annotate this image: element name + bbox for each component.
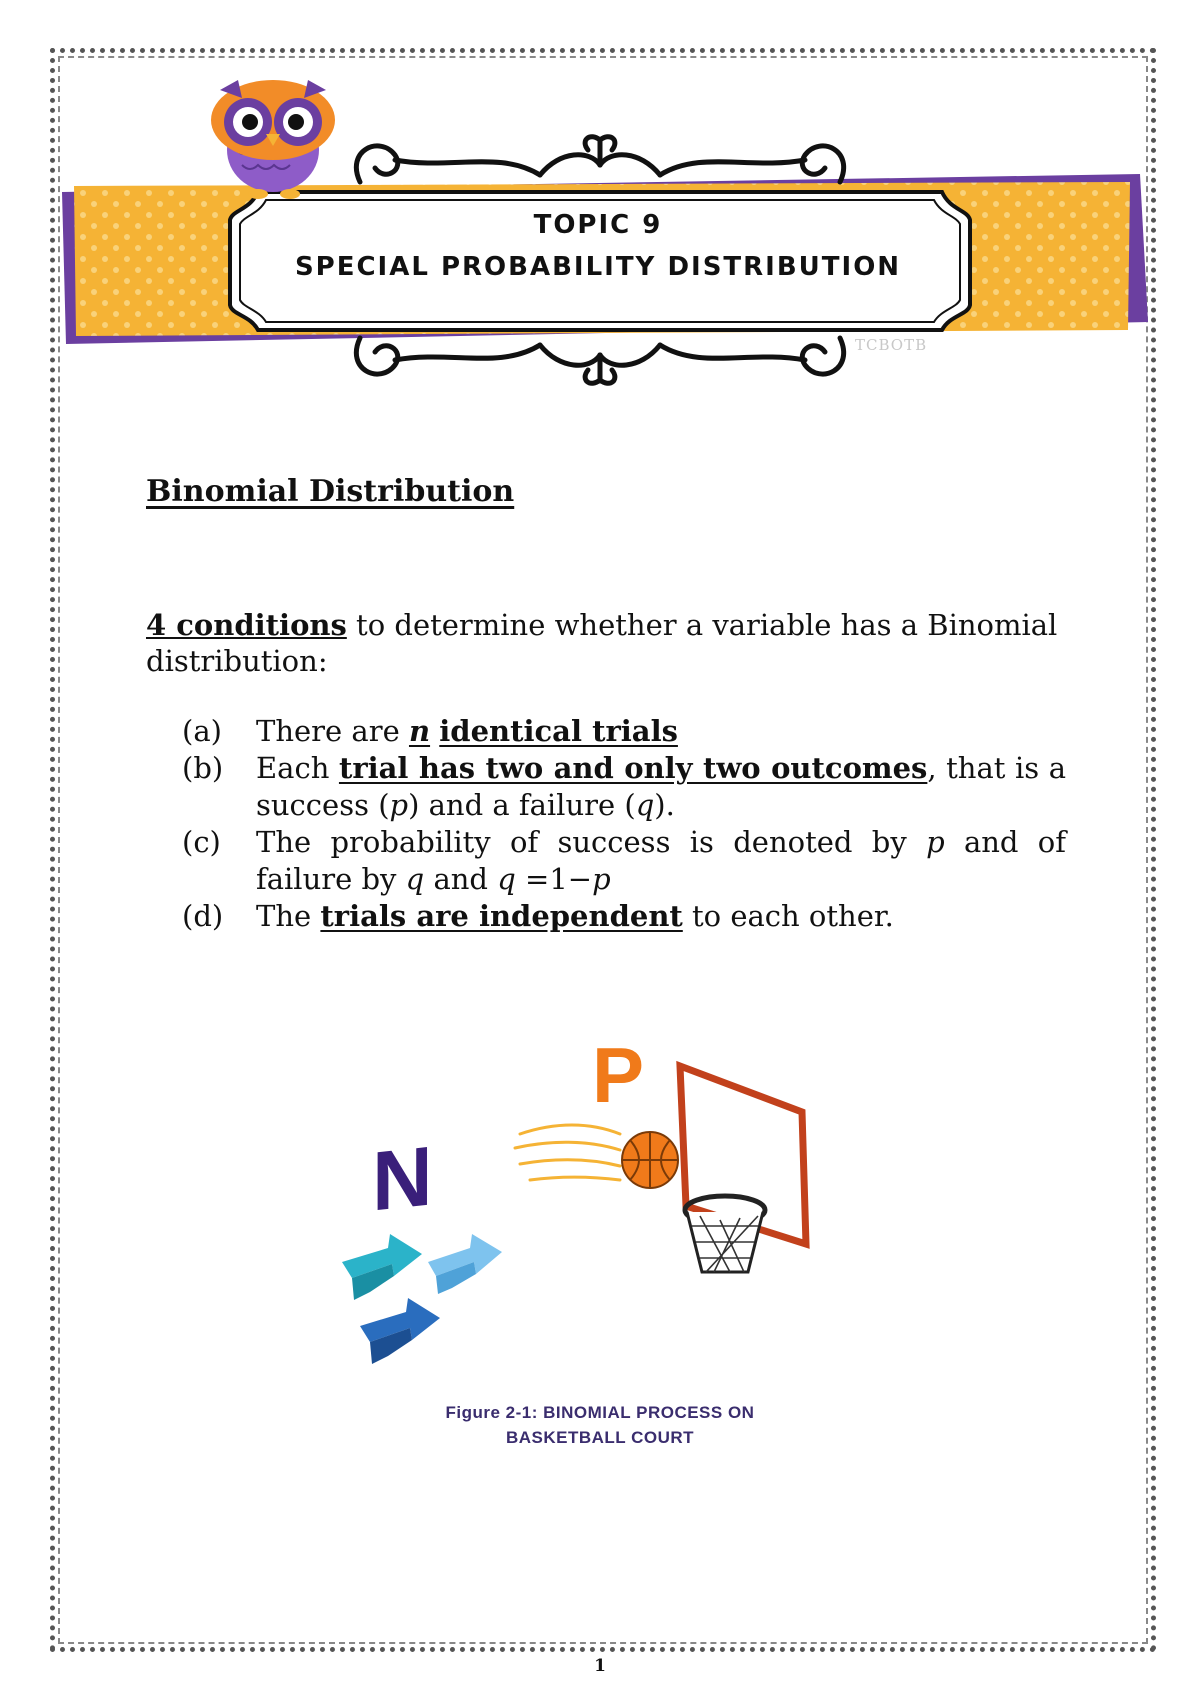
watermark: TCBOTB [855, 336, 928, 354]
var-p: p [389, 788, 409, 822]
condition-text: and of failure by [256, 825, 1066, 896]
var-q: q [635, 788, 655, 822]
motion-lines [515, 1125, 620, 1180]
condition-strong: trial has two and only two outcomes [338, 751, 928, 785]
condition-a [182, 713, 1066, 750]
condition-b [182, 750, 1066, 824]
content [146, 474, 1066, 935]
condition-strong: identical trials [439, 714, 678, 748]
condition-d [182, 898, 1066, 935]
ornament-bottom [356, 338, 843, 383]
condition-text: The [256, 899, 321, 933]
caption-line2: BASKETBALL COURT [505, 1428, 695, 1447]
figure-graphic [330, 1030, 870, 1380]
formula-p: p [592, 862, 611, 896]
condition-text: ) and a failure ( [408, 788, 636, 822]
intro-strong: 4 conditions [146, 608, 347, 642]
owl-icon [211, 80, 335, 199]
condition-text: Each [256, 751, 339, 785]
page-number: 1 [594, 1656, 606, 1676]
ornament-top [356, 137, 843, 182]
var-p: p [926, 825, 945, 859]
condition-label: (b) [182, 751, 224, 785]
banner-graphic [0, 0, 1200, 400]
banner-title [228, 204, 968, 288]
hoop-icon [680, 1066, 806, 1272]
figure-caption [380, 1400, 820, 1450]
condition-label: (c) [182, 825, 221, 859]
arrow-icon [342, 1234, 502, 1364]
binomial-figure [330, 1030, 870, 1380]
intro-paragraph [146, 607, 1066, 679]
section-heading: Binomial Distribution [146, 474, 515, 509]
condition-label: (d) [182, 899, 224, 933]
condition-text: to each other. [682, 899, 894, 933]
var-n: n [408, 714, 431, 748]
condition-text: There are [256, 714, 409, 748]
condition-text: and [424, 862, 498, 896]
condition-text: , that is a success ( [256, 751, 1066, 822]
formula-q: q [497, 862, 516, 896]
topic-banner [0, 0, 1200, 400]
condition-label: (a) [182, 714, 222, 748]
formula-rest: =1− [515, 862, 593, 896]
condition-c [182, 824, 1066, 898]
title-line: SPECIAL PROBABILITY DISTRIBUTION [294, 252, 902, 282]
letter-p: P [592, 1031, 645, 1119]
var-q: q [405, 862, 425, 896]
letter-n: N [372, 1128, 433, 1229]
caption-line1: Figure 2-1: BINOMIAL PROCESS ON [445, 1403, 755, 1422]
condition-strong: trials are independent [320, 899, 683, 933]
topic-line: TOPIC 9 [533, 210, 663, 240]
intro-rest: to determine whether a variable has a Binomial distribution: [146, 608, 1058, 678]
condition-text: The probability of success is denoted by [256, 825, 927, 859]
basketball-icon [622, 1132, 678, 1188]
conditions-list [146, 713, 1066, 935]
condition-text: ). [654, 788, 675, 822]
